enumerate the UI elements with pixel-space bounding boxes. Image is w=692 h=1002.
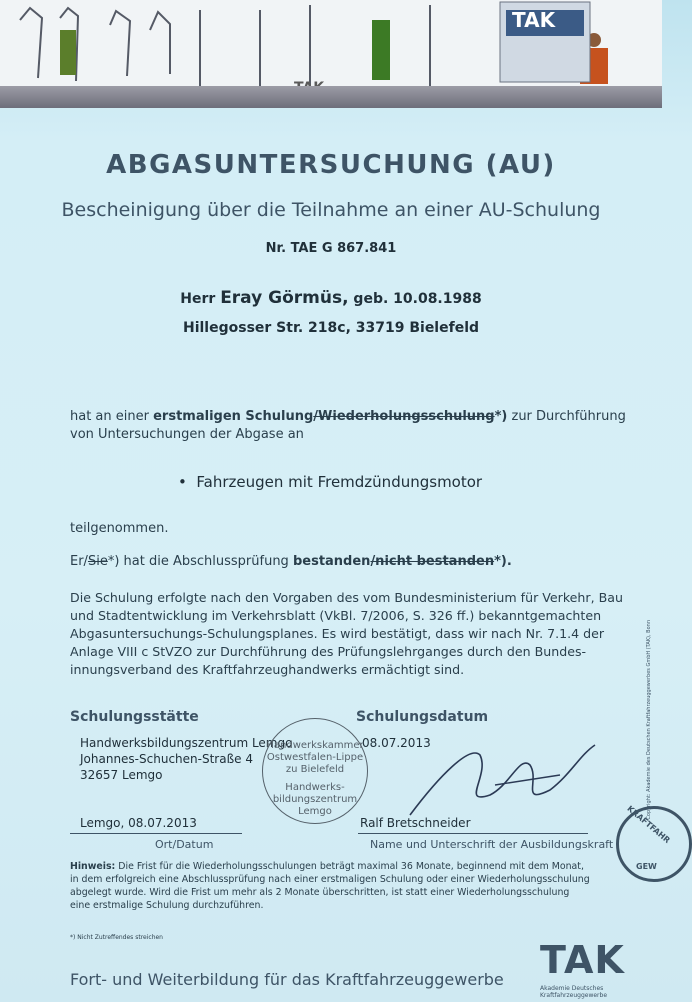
- document-subtitle: Bescheinigung über die Teilnahme an einer AU-Schulung: [61, 199, 601, 221]
- paragraph-line: und Stadtentwicklung im Verkehrsblatt (VkBl. 7/2006, S. 326 ff.) bekanntgemachten: [70, 608, 602, 623]
- handwritten-signature: [400, 735, 600, 825]
- person-line: [0, 288, 662, 308]
- stamp-line: bildungszentrum: [272, 794, 358, 805]
- notice: [70, 860, 638, 912]
- bullet-dot: •: [178, 473, 197, 491]
- stamp-line: Lemgo: [298, 806, 332, 817]
- notice-label: Hinweis:: [70, 861, 116, 872]
- legal-paragraph: [70, 589, 635, 679]
- venue-address: [80, 735, 292, 783]
- footnote: *) Nicht Zutreffendes streichen: [70, 934, 163, 941]
- signer-rule: [358, 833, 588, 834]
- bullet-text: Fahrzeugen mit Fremdzündungsmotor: [196, 473, 483, 491]
- line1-prefix: hat an einer: [70, 409, 154, 424]
- notice-line: Die Frist für die Wiederholungsschulungen beträgt maximal 36 Monate, beginnend mit dem Monat,: [115, 861, 584, 872]
- bullet-item: [178, 473, 482, 491]
- person-name: Eray Görmüs,: [220, 288, 349, 308]
- banner-sign: TAK: [512, 8, 556, 32]
- paragraph-line: Anlage VIII c StVZO zur Durchführung des Prüfungslehrganges durch den Bundes-: [70, 644, 587, 659]
- line2: von Untersuchungen der Abgase an: [70, 427, 304, 442]
- notice-line: abgelegt wurde. Wird die Frist um mehr als 2 Monate überschritten, ist statt einer Wiederholungsschulung: [70, 887, 570, 898]
- tak-logo: TAK: [540, 938, 625, 982]
- exam-struck-sie: Sie: [87, 554, 108, 569]
- paragraph-line: innungsverband des Kraftfahrzeughandwerks ermächtigt sind.: [70, 662, 465, 677]
- seal-text-top: KRAFTFAHR: [625, 803, 672, 846]
- tak-logo-subtitle: Akademie Deutsches Kraftfahrzeuggewerbe: [540, 985, 608, 999]
- exam-end: *).: [494, 554, 512, 569]
- exam-result: [70, 553, 512, 571]
- header-floor-band: [0, 86, 662, 108]
- signer-name: Ralf Bretschneider: [360, 816, 471, 830]
- notice-line: in dem erfolgreich eine Abschlussprüfung nach einer erstmaligen Schulung oder einer Wiederholungsschulung: [70, 874, 590, 885]
- exam-prefix: Er/: [70, 554, 88, 569]
- salutation: Herr: [180, 291, 216, 307]
- place-date: Lemgo, 08.07.2013: [80, 816, 197, 830]
- participation-statement: [70, 408, 630, 444]
- stamp-line: Handwerkskammer: [266, 740, 364, 751]
- stamp-line: Handwerks-: [285, 782, 345, 793]
- training-date: 08.07.2013: [362, 736, 431, 750]
- line1-suffix: zur Durchführung: [507, 409, 626, 424]
- copyright-vertical: Copyright: Akademie des Deutschen Kraftfahrzeuggewerbes GmbH (TAK), Bonn: [646, 620, 652, 820]
- person-address: Hillegosser Str. 218c, 33719 Bielefeld: [182, 320, 480, 336]
- venue-heading: Schulungsstätte: [70, 709, 199, 725]
- birth-date: geb. 10.08.1988: [353, 291, 482, 307]
- exam-struck: /nicht bestanden: [370, 554, 495, 569]
- certificate-number: Nr. TAE G 867.841: [265, 241, 397, 256]
- place-date-rule: [70, 833, 242, 834]
- venue-line: Handwerksbildungszentrum Lemgo: [80, 736, 293, 750]
- stamp-bottom-text: [263, 782, 367, 818]
- document-title: ABGASUNTERSUCHUNG (AU): [106, 150, 556, 180]
- line1-struck: /Wiederholungsschulung: [313, 409, 495, 424]
- place-date-caption: Ort/Datum: [155, 838, 214, 851]
- stamp-line: zu Bielefeld: [285, 764, 345, 775]
- stamp-line: Ostwestfalen-Lippe: [266, 752, 364, 763]
- footer-slogan: Fort- und Weiterbildung für das Kraftfahrzeuggewerbe: [70, 970, 504, 989]
- venue-line: 32657 Lemgo: [80, 768, 163, 782]
- stamp-top-text: [263, 740, 367, 776]
- notice-line: eine erstmalige Schulung durchzuführen.: [70, 900, 264, 911]
- paragraph-line: Die Schulung erfolgte nach den Vorgaben des vom Bundesministerium für Verkehr, Bau: [70, 590, 623, 605]
- paragraph-line: Abgasuntersuchungs-Schulungsplanes. Es wird bestätigt, dass wir nach Nr. 7.1.4 der: [70, 626, 605, 641]
- date-heading: Schulungsdatum: [356, 709, 489, 725]
- line1-bold: erstmaligen Schulung: [153, 409, 314, 424]
- seal-text-bottom: GEW: [636, 862, 657, 871]
- venue-line: Johannes-Schuchen-Straße 4: [80, 752, 253, 766]
- participated: teilgenommen.: [70, 521, 169, 536]
- line1-mark: *): [494, 409, 508, 424]
- exam-mid: *) hat die Abschlussprüfung: [107, 554, 293, 569]
- exam-bold: bestanden: [292, 554, 371, 569]
- signer-caption: Name und Unterschrift der Ausbildungskraft: [370, 838, 614, 851]
